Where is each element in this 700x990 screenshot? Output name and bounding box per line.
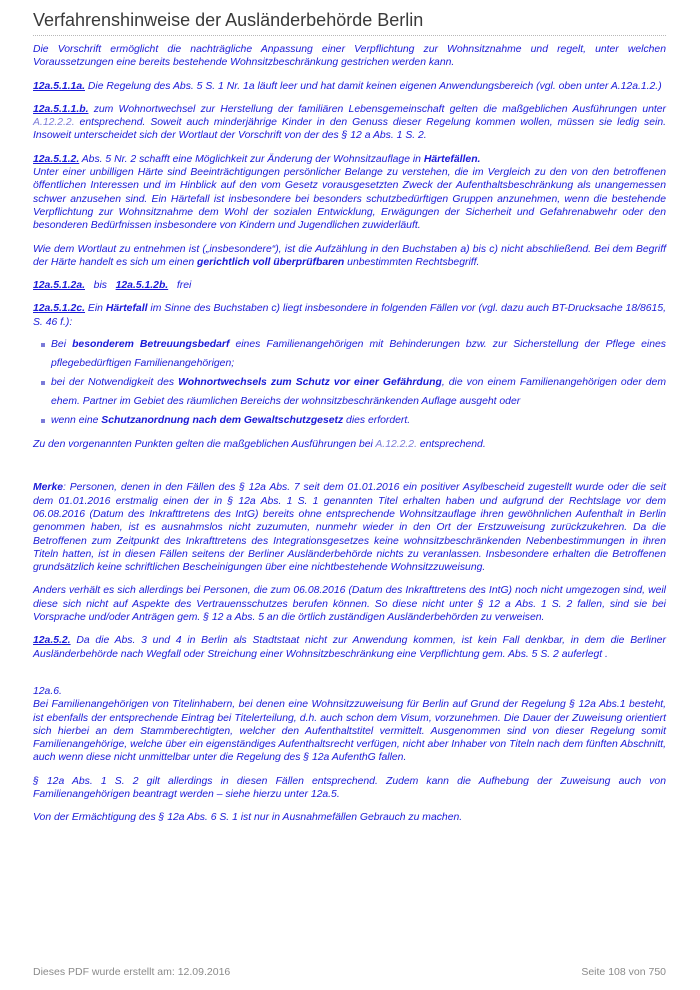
paragraph-vorgenannte-punkte: Zu den vorgenannten Punkten gelten die maßgeblichen Ausführungen bei A.12.2.2. entsprechend. — [33, 439, 486, 451]
paragraph-12a-5-1-1a: 12a.5.1.1a. Die Regelung des Abs. 5 S. 1 Nr. 1a läuft leer und hat damit keinen eigenen Anwendungsbereich (vgl. oben unter A.12a.1.2.) — [33, 80, 662, 92]
emphasis-gerichtlich: gerichtlich voll überprüfbaren — [197, 256, 345, 268]
list-item: bei der Notwendigkeit des Wohnortwechsels zum Schutz vor einer Gefährdung, die von einem Familienangehörigen oder dem ehem. Partner im Gebiet des räumlichen Bereichs der wohnsitzbeschränkenden Auflage ausgeht oder — [45, 373, 666, 411]
bullet-icon — [41, 419, 45, 423]
list-item: Bei besonderem Betreuungsbedarf eines Familienangehörigen mit Behinderungen bzw. zur Sicherstellung der Pflege eines pflegebedürftigen Familienangehörigen; — [45, 335, 666, 373]
paragraph-12a-5-1-2c: 12a.5.1.2c. Ein Härtefall im Sinne des Buchstaben c) liegt insbesondere in folgenden Fällen vor (vgl. dazu auch BT-Drucksache 18/8615, S. 46 f.): — [33, 303, 666, 328]
reference-link-a-12-2-2[interactable]: A.12.2.2. — [375, 439, 417, 451]
paragraph-wortlaut: Wie dem Wortlaut zu entnehmen ist („insbesondere“), ist die Aufzählung in den Buchstaben a) bis c) nicht abschließend. Bei dem Begriff der Härte handelt es sich um einen gerichtlich voll überprüfbaren unbestimmten Rechtsbegriff. — [33, 243, 666, 268]
section-link-12a-5-1-2b[interactable]: 12a.5.1.2b. — [115, 280, 169, 292]
bullet-icon — [41, 343, 45, 347]
paragraph-ermaechtigung: Von der Ermächtigung des § 12a Abs. 6 S. 1 ist nur in Ausnahmefällen Gebrauch zu machen. — [33, 812, 463, 824]
paragraph-12a-5-1-1b: 12a.5.1.1.b. zum Wohnortwechsel zur Herstellung der familiären Lebensgemeinschaft gelten die maßgeblichen Ausführungen unter A.12.2.2. entsprechend. Soweit auch minderjährige Kinder in den Genuss dieser Regelung kommen wollen, müssen sie ledig sein. Insoweit unterscheidet sich der Wortlaut der Vorschrift von der des § 12 a Abs. 1 S. 2. — [33, 103, 666, 142]
spacer — [33, 671, 666, 685]
reference-link-a-12-2-2[interactable]: A.12.2.2. — [33, 117, 75, 129]
paragraph-anders: Anders verhält es sich allerdings bei Personen, die zum 06.08.2016 (Datum des Inkrafttretens des IntG) noch nicht umgezogen sind, weil diese sich nicht auf Aspekte des Vertrauensschutzes berufen können. So diese nicht unter § 12 a Abs. 1 S. 2 fallen, sind sie bei Vorsprache und/oder Anträgen gem. § 12 a Abs. 5 an die örtlich zuständigen Ausländerbehörden zu verweisen. — [33, 585, 666, 624]
list-item: wenn eine Schutzanordnung nach dem Gewaltschutzgesetz dies erfordert. — [45, 411, 666, 430]
spacer — [33, 461, 666, 481]
hardship-list — [45, 335, 666, 430]
emphasis-haertefaellen: Härtefällen. — [423, 153, 481, 165]
paragraph-abs-1-s-2: § 12a Abs. 1 S. 2 gilt allerdings in diesen Fällen entsprechend. Zudem kann die Aufhebung der Zuweisung auch von Familienangehörigen beantragt werden – siehe hierzu unter 12a.5. — [33, 775, 666, 800]
footer-created-date: Dieses PDF wurde erstellt am: 12.09.2016 — [33, 966, 231, 978]
paragraph-12a-5-2: 12a.5.2. Da die Abs. 3 und 4 in Berlin als Stadtstaat nicht zur Anwendung kommen, ist kein Fall denkbar, in dem die Berliner Ausländerbehörde nach Wegfall oder Streichung einer Wohnsitzbeschränkung eine Verpflichtung gem. Abs. 5 S. 2 auferlegt . — [33, 635, 666, 660]
section-link-12a-5-1-1b[interactable]: 12a.5.1.1.b. — [33, 103, 89, 115]
paragraph-12a-5-1-2a-b: 12a.5.1.2a. bis 12a.5.1.2b. frei — [33, 280, 192, 292]
section-link-12a-5-1-2c[interactable]: 12a.5.1.2c. — [33, 303, 85, 315]
page-title: Verfahrenshinweise der Ausländerbehörde Berlin — [33, 10, 424, 30]
paragraph-merke: Merke: Personen, denen in den Fällen des § 12a Abs. 7 seit dem 01.01.2016 ein positiver Asylbescheid zugestellt wurde oder die seit dem 01.01.2016 erstmalig einen der in § 12a Abs. 1 S. 1 genannten Titel erhalten haben und aufgrund der Rechtslage vor dem 06.08.2016 (Datum des Inkrafttretens des IntG) bereits ohne entsprechende Wohnsitzauflage ihren gewöhnlichen Aufenthalt in Berlin genommen haben, ist es ausnahmslos nicht zuzumuten, nunmehr wieder in den Ort der Erstzuweisung zurückzukehren. Da die Betroffenen zum Zeitpunkt des Inkrafttretens des Integrationsgesetzes keine wohnsitzbeschränkenden Nebenbestimmungen in ihren Titeln hatten, ist in diesen Fällen seitens der Berliner Ausländerbehörde nichts zu veranlassen. Insbesondere erhalten die Betroffenen grundsätzlich keine schriftlichen Bescheinigungen über eine nichtbestehende Wohnsitzzuweisung. — [33, 482, 666, 574]
emphasis-haertefall: Härtefall — [105, 303, 148, 315]
page-footer — [33, 966, 666, 978]
footer-page-number: Seite 108 von 750 — [581, 966, 666, 978]
document-body — [33, 43, 666, 835]
section-heading-12a-6: 12a.6. — [33, 685, 62, 697]
section-link-12a-5-2[interactable]: 12a.5.2. — [33, 635, 71, 647]
paragraph-12a-5-1-2: 12a.5.1.2. Abs. 5 Nr. 2 schafft eine Möglichkeit zur Änderung der Wohnsitzauflage in Härtefällen. Unter einer unbilligen Härte sind Beeinträchtigungen persönlicher Belange zu verstehen, die im Vergleich zu den von den betroffenen öffentlichen Interessen und im Hinblick auf den vom Gesetz vorausgesetzten Zweck der Aufenthaltsbeschränkung als unangemessen schwer anzusehen sind. Ein Härtefall ist insbesondere bei besonders schutzbedürftigen Gruppen anzunehmen, wenn die bestehende Verpflichtung zur Wohnsitznahme dem Wohl der sozialen Entwicklung, Erwägungen der Sicherheit und Gefahrenabwehr oder den besonderen Bedürfnissen insbesondere von Kindern und Jugendlichen zuwiderläuft. — [33, 153, 666, 232]
paragraph-intro: Die Vorschrift ermöglicht die nachträgliche Anpassung einer Verpflichtung zur Wohnsitznahme und regelt, unter welchen Voraussetzungen eine bereits bestehende Wohnsitzbeschränkung gestrichen werden kann. — [33, 44, 666, 69]
bullet-icon — [41, 381, 45, 385]
emphasis-merke: Merke — [33, 482, 64, 494]
paragraph-12a-6: 12a.6. Bei Familienangehörigen von Titelinhabern, bei denen eine Wohnsitzzuweisung für Berlin auf Grund der Regelung § 12a Abs.1 besteht, ist ebenfalls der entsprechende Eintrag bei Titelerteilung, d.h. auch schon dem Visum, vorzunehmen. Die Dauer der Zuweisung orientiert sich hierbei an dem Stammberechtigten, welcher den Aufenthaltstitel vermittelt. Ausgenommen sind von dieser Regelung somit Familienangehörige, welche über ein eigenständiges Aufenthaltsrecht verfügen, nicht aber Inhaber von Titeln nach dem fünften Abschnitt, auch wenn diese nicht unmittelbar unter die Regelung des § 12a AufenthG fallen. — [33, 685, 666, 764]
section-link-12a-5-1-1a[interactable]: 12a.5.1.1a. — [33, 80, 85, 92]
document-header — [33, 10, 666, 36]
section-link-12a-5-1-2[interactable]: 12a.5.1.2. — [33, 153, 80, 165]
section-link-12a-5-1-2a[interactable]: 12a.5.1.2a. — [33, 280, 85, 292]
